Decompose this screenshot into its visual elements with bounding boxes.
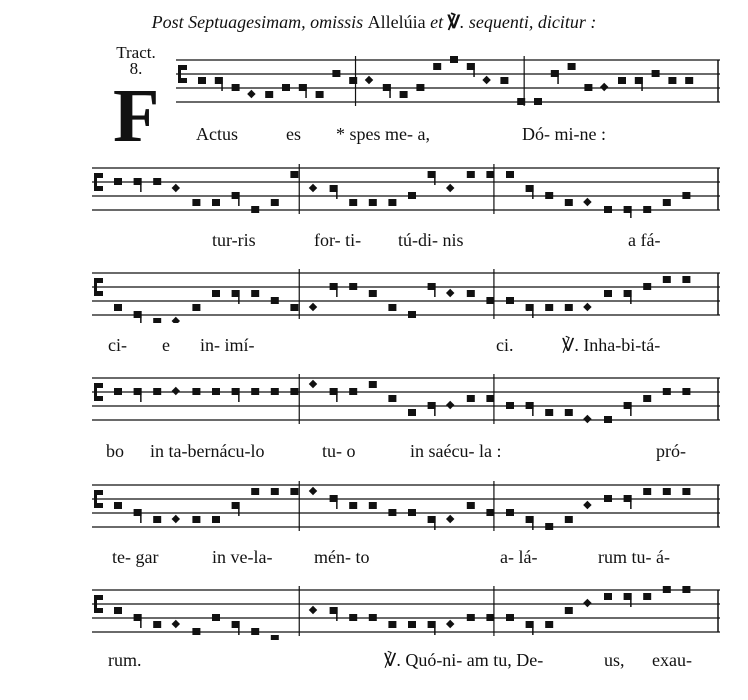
- lyric-syllable: bo: [106, 441, 124, 461]
- c-clef-icon: [178, 65, 181, 83]
- neume-rhombus: [446, 401, 454, 409]
- neume-punctum: [618, 77, 626, 84]
- neume-punctum: [251, 290, 259, 297]
- neume-punctum: [388, 395, 396, 402]
- versicle-symbol: ℣: [447, 12, 460, 33]
- neume-punctum: [408, 621, 416, 628]
- lyric-syllable: te- gar: [112, 547, 159, 567]
- neume-punctum: [400, 91, 408, 98]
- lyric-syllable: in saécu- la :: [410, 441, 502, 461]
- lyric-syllable: in ta-bernácu-lo: [150, 441, 265, 461]
- neume-stem: [238, 192, 240, 206]
- neume-punctum: [408, 192, 416, 199]
- c-clef-icon: [97, 186, 103, 191]
- neume-punctum: [153, 621, 161, 628]
- neume-punctum: [290, 171, 298, 178]
- neume-punctum: [565, 516, 573, 523]
- neume-rhombus: [583, 303, 591, 311]
- neume-punctum: [486, 171, 494, 178]
- neume-punctum: [388, 304, 396, 311]
- neume-rhombus: [446, 289, 454, 297]
- neume-punctum: [290, 304, 298, 311]
- neume-punctum: [545, 192, 553, 199]
- neume-stem: [532, 304, 534, 318]
- neume-stem: [336, 495, 338, 509]
- lyric-syllable: es: [286, 124, 301, 144]
- neume-rhombus: [172, 387, 180, 395]
- neume-rhombus: [309, 487, 317, 495]
- neume-punctum: [271, 297, 279, 304]
- neume-punctum: [271, 635, 279, 640]
- lyric-syllable: Dó- mi-ne :: [522, 124, 606, 144]
- chant-staff-3: [92, 263, 720, 323]
- neume-stem: [630, 593, 632, 607]
- c-clef-icon: [97, 490, 103, 495]
- neume-punctum: [192, 516, 200, 523]
- neume-stem: [630, 206, 632, 218]
- neume-punctum: [388, 621, 396, 628]
- neume-stem: [336, 185, 338, 199]
- neume-punctum: [408, 509, 416, 516]
- neume-punctum: [604, 495, 612, 502]
- neume-punctum: [486, 395, 494, 402]
- neume-punctum: [506, 509, 514, 516]
- neume-punctum: [506, 402, 514, 409]
- neume-punctum: [517, 98, 525, 105]
- c-clef-icon: [94, 383, 97, 401]
- neume-punctum: [545, 304, 553, 311]
- neume-stem: [140, 311, 142, 323]
- neume-punctum: [565, 199, 573, 206]
- neume-stem: [140, 178, 142, 192]
- neume-punctum: [212, 388, 220, 395]
- rubric-header: [0, 12, 748, 33]
- lyric-syllable: rum.: [108, 650, 142, 670]
- neume-punctum: [332, 70, 340, 77]
- tract-title: Tract.: [116, 43, 156, 62]
- neume-stem: [630, 495, 632, 509]
- neume-punctum: [271, 488, 279, 495]
- neume-punctum: [500, 77, 508, 84]
- neume-punctum: [408, 311, 416, 318]
- neume-punctum: [212, 290, 220, 297]
- neume-punctum: [153, 318, 161, 323]
- c-clef-icon: [97, 608, 103, 613]
- lyric-syllable: a fá-: [628, 230, 661, 250]
- rubric-part-italic: Post Septuagesimam,: [151, 12, 306, 32]
- neume-punctum: [349, 388, 357, 395]
- neume-punctum: [212, 516, 220, 523]
- neume-punctum: [682, 488, 690, 495]
- lyric-syllable: a- lá-: [500, 547, 538, 567]
- neume-stem: [434, 516, 436, 530]
- neume-rhombus: [172, 620, 180, 628]
- neume-punctum: [408, 409, 416, 416]
- neume-punctum: [604, 206, 612, 213]
- neume-punctum: [433, 63, 441, 70]
- lyric-syllable: exau-: [652, 650, 692, 670]
- neume-punctum: [349, 283, 357, 290]
- neume-punctum: [467, 395, 475, 402]
- tract-mode: 8.: [129, 59, 143, 78]
- lyric-syllable: in ve-la-: [212, 547, 273, 567]
- neume-stem: [336, 283, 338, 297]
- neume-stem: [221, 77, 223, 91]
- neume-punctum: [349, 614, 357, 621]
- neume-stem: [305, 84, 307, 98]
- neume-punctum: [545, 523, 553, 530]
- neume-punctum: [682, 388, 690, 395]
- lyric-syllable: ℣. Inha-bi-tá-: [562, 335, 661, 355]
- chant-staff-2: [92, 158, 720, 218]
- neume-rhombus: [446, 620, 454, 628]
- neume-stem: [140, 614, 142, 628]
- neume-punctum: [682, 192, 690, 199]
- neume-punctum: [265, 91, 273, 98]
- neume-punctum: [545, 409, 553, 416]
- neume-punctum: [450, 56, 458, 63]
- neume-punctum: [114, 304, 122, 311]
- neume-punctum: [682, 276, 690, 283]
- rubric-part-italic: . sequenti, dicitur :: [459, 12, 597, 32]
- neume-punctum: [290, 488, 298, 495]
- neume-punctum: [467, 171, 475, 178]
- neume-rhombus: [583, 415, 591, 423]
- neume-stem: [238, 388, 240, 402]
- c-clef-icon: [94, 173, 97, 191]
- neume-punctum: [192, 199, 200, 206]
- neume-punctum: [506, 171, 514, 178]
- neume-punctum: [349, 77, 357, 84]
- c-clef-icon: [97, 595, 103, 600]
- neume-rhombus: [446, 515, 454, 523]
- rubric-part-roman: Allelúia: [367, 12, 426, 32]
- neume-punctum: [545, 621, 553, 628]
- chant-staff-4: [92, 368, 720, 428]
- lyric-syllable: pró-: [656, 441, 686, 461]
- lyric-syllable: ℣. Quó-ni- am tu, De-: [384, 650, 544, 670]
- neume-punctum: [282, 84, 290, 91]
- neume-rhombus: [309, 606, 317, 614]
- neume-rhombus: [583, 501, 591, 509]
- lyric-syllable: us,: [604, 650, 625, 670]
- neume-punctum: [114, 178, 122, 185]
- neume-punctum: [251, 388, 259, 395]
- neume-punctum: [271, 388, 279, 395]
- neume-punctum: [467, 614, 475, 621]
- neume-punctum: [565, 409, 573, 416]
- c-clef-icon: [97, 291, 103, 296]
- neume-rhombus: [172, 184, 180, 192]
- neume-punctum: [565, 607, 573, 614]
- neume-punctum: [565, 304, 573, 311]
- neume-rhombus: [309, 303, 317, 311]
- chant-staff-1: [176, 50, 720, 110]
- lyric-syllable: tu- o: [322, 441, 356, 461]
- neume-punctum: [251, 488, 259, 495]
- neume-rhombus: [365, 76, 373, 84]
- lyric-syllable: Actus: [196, 124, 238, 144]
- neume-stem: [434, 402, 436, 416]
- neume-punctum: [416, 84, 424, 91]
- neume-stem: [389, 84, 391, 98]
- neume-punctum: [369, 290, 377, 297]
- neume-rhombus: [309, 184, 317, 192]
- lyric-syllable: for- ti-: [314, 230, 362, 250]
- rubric-part-italic: omissis: [305, 12, 368, 32]
- c-clef-icon: [97, 278, 103, 283]
- neume-punctum: [114, 502, 122, 509]
- neume-punctum: [271, 199, 279, 206]
- neume-punctum: [685, 77, 693, 84]
- neume-punctum: [290, 388, 298, 395]
- lyric-syllable: in- imí-: [200, 335, 255, 355]
- neume-rhombus: [583, 599, 591, 607]
- neume-punctum: [643, 593, 651, 600]
- tract-label: [104, 45, 168, 77]
- neume-rhombus: [247, 90, 255, 98]
- neume-punctum: [663, 586, 671, 593]
- lyric-syllable: rum tu- á-: [598, 547, 670, 567]
- neume-stem: [473, 63, 475, 77]
- neume-stem: [532, 516, 534, 530]
- neume-stem: [557, 70, 559, 84]
- neume-stem: [336, 388, 338, 402]
- neume-punctum: [652, 70, 660, 77]
- neume-punctum: [486, 509, 494, 516]
- neume-punctum: [467, 290, 475, 297]
- neume-punctum: [682, 586, 690, 593]
- neume-stem: [238, 502, 240, 516]
- neume-stem: [532, 185, 534, 199]
- neume-punctum: [251, 206, 259, 213]
- neume-punctum: [212, 199, 220, 206]
- neume-punctum: [114, 388, 122, 395]
- c-clef-icon: [97, 383, 103, 388]
- c-clef-icon: [97, 503, 103, 508]
- rubric-part-italic: et: [425, 12, 448, 32]
- neume-punctum: [467, 502, 475, 509]
- neume-punctum: [212, 614, 220, 621]
- neume-rhombus: [446, 184, 454, 192]
- neume-rhombus: [583, 198, 591, 206]
- neume-punctum: [568, 63, 576, 70]
- neume-punctum: [663, 276, 671, 283]
- neume-stem: [140, 388, 142, 402]
- neume-punctum: [192, 628, 200, 635]
- neume-stem: [641, 77, 643, 91]
- neume-punctum: [369, 502, 377, 509]
- neume-punctum: [643, 395, 651, 402]
- c-clef-icon: [94, 595, 97, 613]
- neume-punctum: [534, 98, 542, 105]
- neume-rhombus: [172, 317, 180, 323]
- neume-punctum: [153, 516, 161, 523]
- neume-punctum: [349, 502, 357, 509]
- neume-punctum: [584, 84, 592, 91]
- neume-stem: [238, 621, 240, 635]
- neume-punctum: [251, 628, 259, 635]
- lyric-syllable: ci-: [108, 335, 127, 355]
- neume-punctum: [506, 614, 514, 621]
- c-clef-icon: [94, 490, 97, 508]
- lyric-syllable: mén- to: [314, 547, 370, 567]
- neume-punctum: [663, 388, 671, 395]
- neume-punctum: [232, 84, 240, 91]
- neume-punctum: [604, 416, 612, 423]
- neume-punctum: [369, 199, 377, 206]
- neume-punctum: [663, 199, 671, 206]
- neume-punctum: [643, 488, 651, 495]
- c-clef-icon: [181, 78, 187, 83]
- c-clef-icon: [181, 65, 187, 70]
- neume-rhombus: [172, 515, 180, 523]
- neume-punctum: [192, 388, 200, 395]
- neume-punctum: [192, 304, 200, 311]
- neume-stem: [434, 171, 436, 185]
- chant-staff-6: [92, 580, 720, 640]
- drop-cap-initial: F: [113, 74, 160, 158]
- neume-rhombus: [309, 380, 317, 388]
- neume-punctum: [388, 199, 396, 206]
- chant-staff-5: [92, 475, 720, 535]
- neume-stem: [238, 290, 240, 304]
- neume-rhombus: [600, 83, 608, 91]
- neume-punctum: [153, 178, 161, 185]
- c-clef-icon: [97, 396, 103, 401]
- lyric-syllable: e: [162, 335, 170, 355]
- neume-rhombus: [482, 76, 490, 84]
- neume-punctum: [153, 388, 161, 395]
- neume-punctum: [643, 283, 651, 290]
- neume-stem: [434, 621, 436, 635]
- neume-punctum: [506, 297, 514, 304]
- neume-punctum: [369, 381, 377, 388]
- neume-punctum: [643, 206, 651, 213]
- neume-punctum: [349, 199, 357, 206]
- neume-punctum: [486, 297, 494, 304]
- neume-punctum: [604, 593, 612, 600]
- lyric-syllable: * spes me- a,: [336, 124, 430, 144]
- neume-stem: [532, 402, 534, 416]
- lyric-syllable: tur-ris: [212, 230, 256, 250]
- c-clef-icon: [97, 173, 103, 178]
- c-clef-icon: [94, 278, 97, 296]
- neume-stem: [140, 509, 142, 523]
- neume-punctum: [369, 614, 377, 621]
- neume-punctum: [668, 77, 676, 84]
- neume-punctum: [388, 509, 396, 516]
- neume-punctum: [114, 607, 122, 614]
- lyric-syllable: ci.: [496, 335, 514, 355]
- neume-stem: [434, 283, 436, 297]
- neume-punctum: [486, 614, 494, 621]
- neume-stem: [336, 607, 338, 621]
- neume-punctum: [604, 290, 612, 297]
- neume-stem: [630, 402, 632, 416]
- neume-stem: [532, 621, 534, 635]
- neume-punctum: [663, 488, 671, 495]
- neume-punctum: [198, 77, 206, 84]
- neume-punctum: [316, 91, 324, 98]
- neume-stem: [630, 290, 632, 304]
- lyric-syllable: tú-di- nis: [398, 230, 464, 250]
